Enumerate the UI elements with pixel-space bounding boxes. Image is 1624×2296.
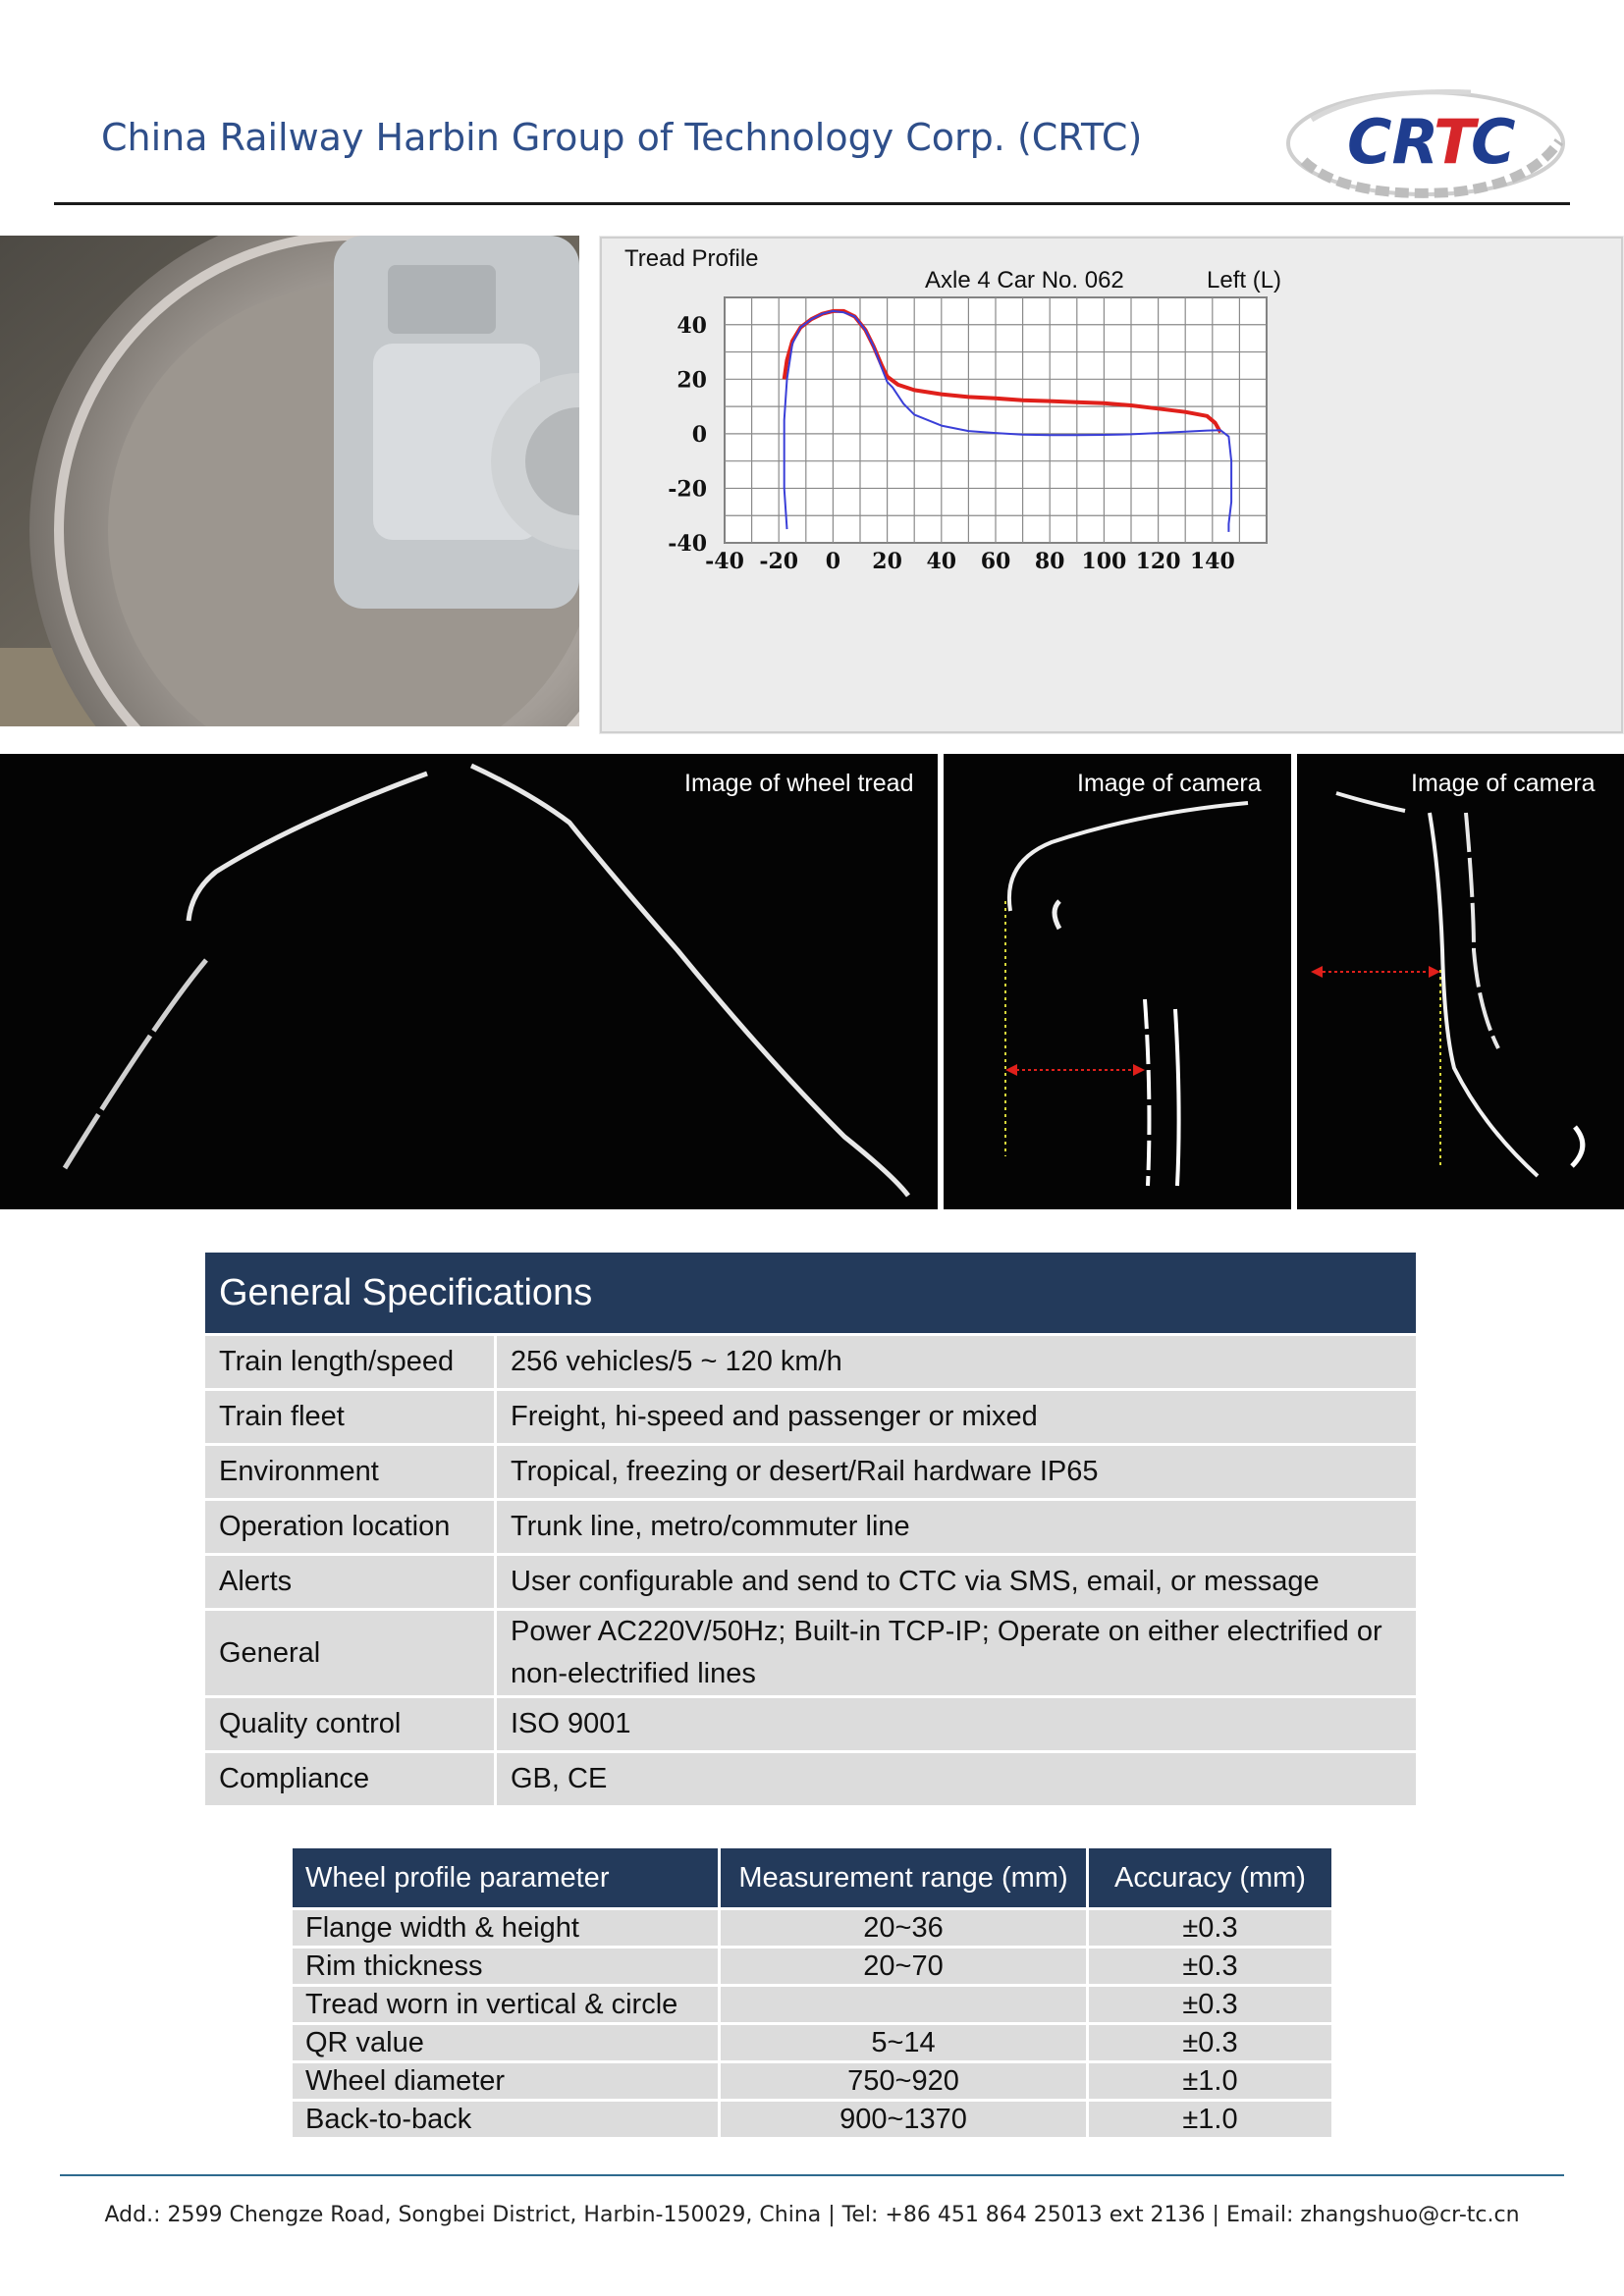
- logo-text-cr: CR: [1347, 106, 1439, 178]
- accuracy-cell: ±0.3: [1088, 1948, 1332, 1986]
- header-rule: [54, 202, 1570, 205]
- wheel-tread-image: [0, 754, 938, 1209]
- chart-side-label: Left (L): [1207, 267, 1282, 294]
- range-cell: 5~14: [720, 2024, 1088, 2062]
- accuracy-cell: ±0.3: [1088, 2024, 1332, 2062]
- footer-contact: Add.: 2599 Chengze Road, Songbei District, Harbin-150029, China | Tel: +86 451 864 25013 ext 2136 | Email: zhangshuo@cr-tc.cn: [104, 2203, 1520, 2227]
- spec-value: Tropical, freezing or desert/Rail hardware IP65: [496, 1445, 1417, 1500]
- table-row: [293, 2062, 1331, 2101]
- chart-y-tick-label: -20: [668, 476, 707, 503]
- chart-y-tick-label: -40: [668, 531, 707, 557]
- chart-x-tick-label: 140: [1189, 549, 1235, 574]
- chart-axle-label: Axle 4 Car No. 062: [925, 267, 1124, 294]
- param-cell: Rim thickness: [293, 1948, 720, 1986]
- param-cell: Wheel diameter: [293, 2062, 720, 2101]
- spec-value: ISO 9001: [496, 1697, 1417, 1752]
- chart-x-tick-label: -20: [759, 549, 799, 574]
- logo-text-t: T: [1434, 106, 1476, 178]
- footer-rule: [60, 2174, 1564, 2176]
- chart-x-tick-label: 100: [1081, 549, 1127, 574]
- spec-row: [205, 1335, 1416, 1390]
- spec-key: Environment: [205, 1445, 496, 1500]
- accuracy-cell: ±0.3: [1088, 1986, 1332, 2024]
- chart-x-tick-label: 20: [872, 549, 902, 574]
- spec-row: [205, 1445, 1416, 1500]
- table-row: [293, 2024, 1331, 2062]
- range-cell: 750~920: [720, 2062, 1088, 2101]
- wheel-table-header-range: Measurement range (mm): [720, 1848, 1088, 1909]
- spec-row: [205, 1752, 1416, 1806]
- tread-profile-chart: [599, 236, 1624, 734]
- camera-image-1: [944, 754, 1291, 1209]
- spec-key: Compliance: [205, 1752, 496, 1806]
- spec-key: Alerts: [205, 1555, 496, 1610]
- spec-value: GB, CE: [496, 1752, 1417, 1806]
- range-cell: 20~36: [720, 1909, 1088, 1948]
- spec-row: [205, 1697, 1416, 1752]
- range-cell: 20~70: [720, 1948, 1088, 1986]
- wheel-tread-label: Image of wheel tread: [684, 770, 914, 797]
- camera-image-2: [1297, 754, 1624, 1209]
- spec-row: [205, 1555, 1416, 1610]
- general-specifications-table: [205, 1253, 1416, 1805]
- table-row: [293, 2101, 1331, 2138]
- chart-x-tick-label: 80: [1034, 549, 1065, 574]
- chart-x-tick-label: -40: [705, 549, 744, 574]
- param-cell: Tread worn in vertical & circle: [293, 1986, 720, 2024]
- spec-value: Freight, hi-speed and passenger or mixed: [496, 1390, 1417, 1445]
- accuracy-cell: ±1.0: [1088, 2062, 1332, 2101]
- spec-row: [205, 1500, 1416, 1555]
- chart-x-tick-label: 40: [926, 549, 957, 574]
- general-specifications-title: General Specifications: [205, 1253, 1416, 1335]
- chart-y-tick-label: 40: [677, 312, 707, 339]
- accuracy-cell: ±0.3: [1088, 1909, 1332, 1948]
- spec-value: 256 vehicles/5 ~ 120 km/h: [496, 1335, 1417, 1390]
- accuracy-cell: ±1.0: [1088, 2101, 1332, 2138]
- chart-x-tick-label: 60: [980, 549, 1011, 574]
- spec-key: Train length/speed: [205, 1335, 496, 1390]
- param-cell: Back-to-back: [293, 2101, 720, 2138]
- table-row: [293, 1909, 1331, 1948]
- camera-label-1: Image of camera: [1077, 770, 1262, 797]
- chart-y-tick-label: 0: [691, 421, 707, 448]
- spec-key: Quality control: [205, 1697, 496, 1752]
- spec-key: General: [205, 1610, 496, 1697]
- logo-text-c: C: [1471, 106, 1516, 178]
- table-row: [293, 1948, 1331, 1986]
- crtc-logo: [1284, 82, 1567, 204]
- chart-x-tick-label: 0: [825, 549, 841, 574]
- chart-panel-label: Tread Profile: [624, 245, 759, 272]
- wheel-table-header-param: Wheel profile parameter: [293, 1848, 720, 1909]
- param-cell: QR value: [293, 2024, 720, 2062]
- chart-y-tick-label: 20: [677, 367, 707, 394]
- param-cell: Flange width & height: [293, 1909, 720, 1948]
- spec-key: Train fleet: [205, 1390, 496, 1445]
- wheel-profile-table: [293, 1848, 1331, 2137]
- range-cell: 900~1370: [720, 2101, 1088, 2138]
- wheel-table-header-accuracy: Accuracy (mm): [1088, 1848, 1332, 1909]
- spec-row: [205, 1610, 1416, 1697]
- tread-profile-plot: [599, 236, 1624, 734]
- spec-value: User configurable and send to CTC via SMS, email, or message: [496, 1555, 1417, 1610]
- spec-row: [205, 1390, 1416, 1445]
- chart-grid: [725, 297, 1267, 543]
- range-cell: [720, 1986, 1088, 2024]
- camera-label-2: Image of camera: [1411, 770, 1596, 797]
- spec-value: Trunk line, metro/commuter line: [496, 1500, 1417, 1555]
- spec-key: Operation location: [205, 1500, 496, 1555]
- spec-value: Power AC220V/50Hz; Built-in TCP-IP; Operate on either electrified or non-electrified lines: [496, 1610, 1417, 1697]
- wheel-photo: [0, 236, 579, 726]
- table-row: [293, 1986, 1331, 2024]
- company-title: China Railway Harbin Group of Technology Corp. (CRTC): [101, 116, 1143, 159]
- chart-x-tick-label: 120: [1135, 549, 1181, 574]
